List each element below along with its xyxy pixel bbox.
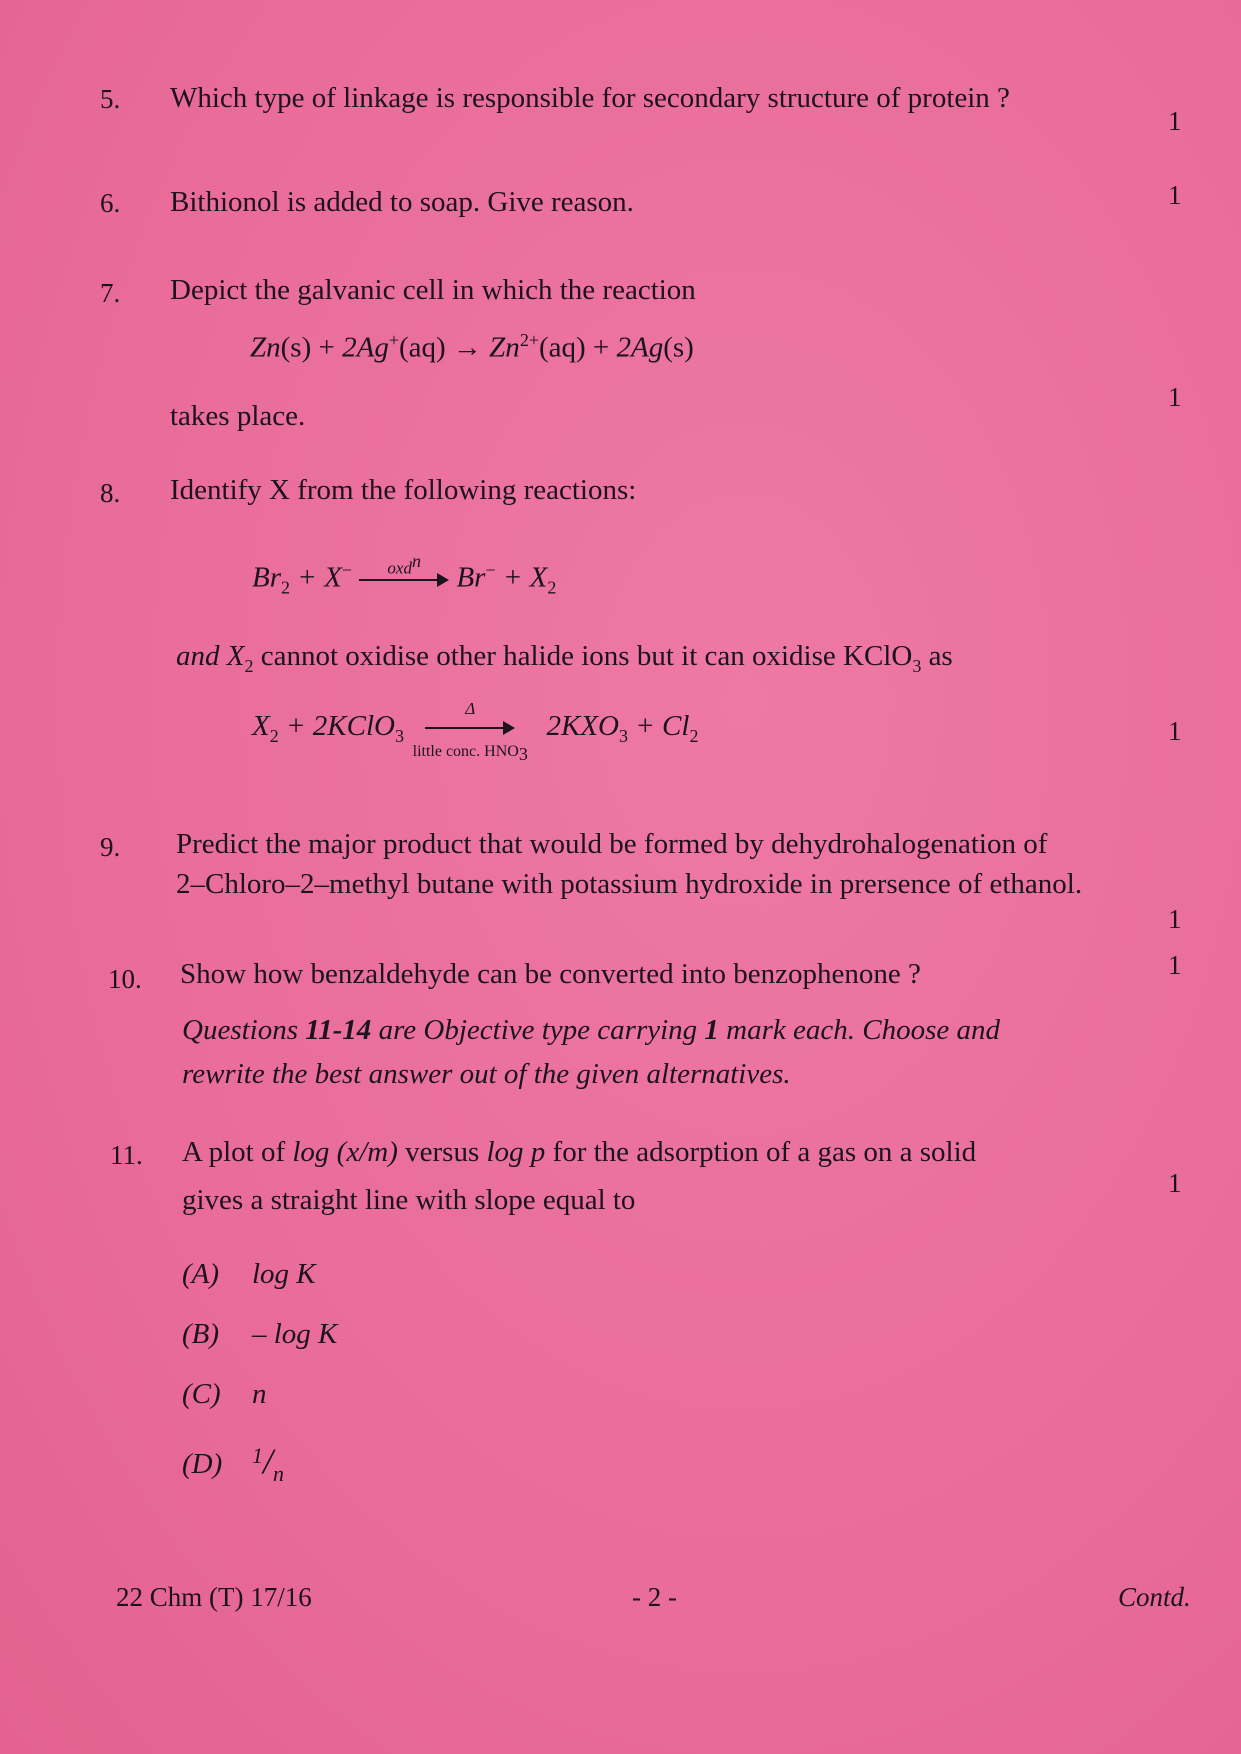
eq-term: Br — [252, 561, 281, 594]
eq-term: 2Ag — [342, 331, 389, 364]
eq-state: (aq) — [398, 331, 446, 364]
eq-term: + Cl — [635, 710, 690, 742]
instruction-line1 — [182, 1010, 1202, 1050]
eq-arrow: → — [452, 331, 482, 364]
option-label: (B) — [182, 1318, 220, 1350]
contd-label: Contd. — [1118, 1582, 1191, 1612]
option-c — [182, 1378, 267, 1411]
instruction-part2: are Objective type carrying — [371, 1014, 705, 1046]
option-label: (C) — [182, 1378, 221, 1410]
question-number: 11. — [110, 1140, 143, 1170]
paper-code: 22 Chm (T) 17/16 — [116, 1582, 312, 1612]
question-number: 6. — [100, 188, 121, 218]
question-text-line1 — [182, 1132, 1192, 1172]
reaction-arrow — [412, 699, 528, 765]
q11-part-a: A plot of — [182, 1136, 293, 1168]
question-number: 7. — [100, 278, 121, 308]
question-marks: 1 — [1168, 950, 1182, 980]
eq-term: + X — [502, 561, 548, 594]
eq-charge: − — [341, 560, 352, 580]
q11-part-b: versus — [397, 1136, 487, 1168]
eq-term: X — [252, 710, 270, 742]
eq-state: (s) — [280, 331, 312, 364]
question-text: Show how benzaldehyde can be converted into benzophenone ? — [180, 958, 921, 990]
question-number: 9. — [100, 832, 121, 862]
reaction-1 — [252, 551, 557, 598]
eq-plus: + — [318, 331, 335, 364]
question-text-line2: gives a straight line with slope equal to — [182, 1184, 636, 1216]
eq-term: Zn — [489, 331, 520, 364]
reaction-2 — [252, 699, 699, 765]
eq-term: Br — [456, 561, 486, 594]
eq-sub: 2 — [281, 577, 290, 598]
middle-c: as — [928, 640, 953, 672]
q11-log-xm: log (x/m) — [292, 1136, 398, 1168]
eq-state: (s) — [663, 331, 694, 364]
eq-sub: 2 — [689, 725, 699, 746]
question-number: 10. — [108, 964, 142, 994]
q11-part-c: for the adsorption of a gas on a solid — [545, 1136, 977, 1168]
option-value: log K — [252, 1258, 316, 1290]
question-marks: 1 — [1168, 106, 1182, 136]
reaction-arrow — [359, 551, 449, 595]
arrow-label: Δ — [465, 699, 476, 719]
arrow-label-sup: n — [411, 551, 421, 571]
middle-b: cannot oxidise other halide ions but it can oxidise KClO — [260, 640, 913, 672]
eq-plus: + — [592, 331, 610, 364]
eq-sub: 2 — [547, 577, 557, 598]
question-text-line2: 2–Chloro–2–methyl butane with potassium hydroxide in prersence of ethanol. — [176, 868, 1083, 900]
question-text: Which type of linkage is responsible for secondary structure of protein ? — [170, 82, 1010, 114]
eq-charge: 2+ — [519, 330, 539, 350]
middle-sub2: 3 — [912, 655, 922, 676]
question-middle-text — [176, 636, 1156, 686]
instruction-range: 11-14 — [305, 1014, 372, 1046]
question-marks: 1 — [1168, 1168, 1182, 1198]
eq-term: + X — [297, 561, 342, 594]
eq-sub: 3 — [394, 725, 404, 746]
instruction-one: 1 — [704, 1014, 719, 1046]
fraction-denominator: n — [273, 1461, 285, 1486]
galvanic-equation — [250, 330, 694, 365]
question-number: 5. — [100, 84, 121, 114]
eq-sub: 3 — [618, 725, 628, 746]
option-value: – log K — [252, 1318, 338, 1350]
option-value: n — [252, 1378, 267, 1410]
middle-a: and X — [176, 640, 245, 672]
instruction-line2: rewrite the best answer out of the given alternatives. — [182, 1058, 791, 1090]
question-text: Identify X from the following reactions: — [170, 474, 637, 506]
arrow-bottom-sub: 3 — [518, 744, 528, 765]
middle-sub: 2 — [244, 655, 254, 676]
option-label: (A) — [182, 1258, 220, 1290]
eq-term: 2KXO — [546, 710, 619, 742]
arrow-label: oxd — [387, 558, 412, 578]
instruction-part3: mark each. Choose and — [718, 1014, 1001, 1046]
question-marks: 1 — [1168, 382, 1182, 412]
eq-term: Zn — [250, 331, 281, 364]
fraction-numerator: 1 — [252, 1443, 263, 1468]
page-number: - 2 - — [632, 1582, 677, 1612]
question-text: Depict the galvanic cell in which the reaction — [170, 274, 696, 306]
question-text-line1: Predict the major product that would be formed by dehydrohalogenation of — [176, 828, 1048, 860]
question-number: 8. — [100, 478, 121, 508]
option-fraction: $^1/_n$ — [252, 1441, 285, 1486]
eq-term: + 2KClO — [285, 710, 395, 742]
question-text-after: takes place. — [170, 400, 306, 432]
option-b — [182, 1318, 337, 1351]
eq-charge: − — [485, 560, 496, 580]
question-text: Bithionol is added to soap. Give reason. — [170, 186, 634, 218]
option-label: (D) — [182, 1448, 223, 1480]
question-marks: 1 — [1168, 904, 1182, 934]
arrow-bottom-label: little conc. HNO — [412, 743, 519, 761]
q11-log-p: log p — [486, 1136, 546, 1168]
question-marks: 1 — [1168, 180, 1182, 210]
eq-sub: 2 — [269, 725, 279, 746]
question-marks: 1 — [1168, 716, 1182, 746]
option-a — [182, 1258, 316, 1291]
option-d — [182, 1440, 284, 1487]
eq-charge: + — [388, 330, 399, 350]
eq-state: (aq) — [538, 331, 586, 364]
eq-term: 2Ag — [616, 331, 664, 364]
instruction-part1: Questions — [182, 1014, 306, 1046]
